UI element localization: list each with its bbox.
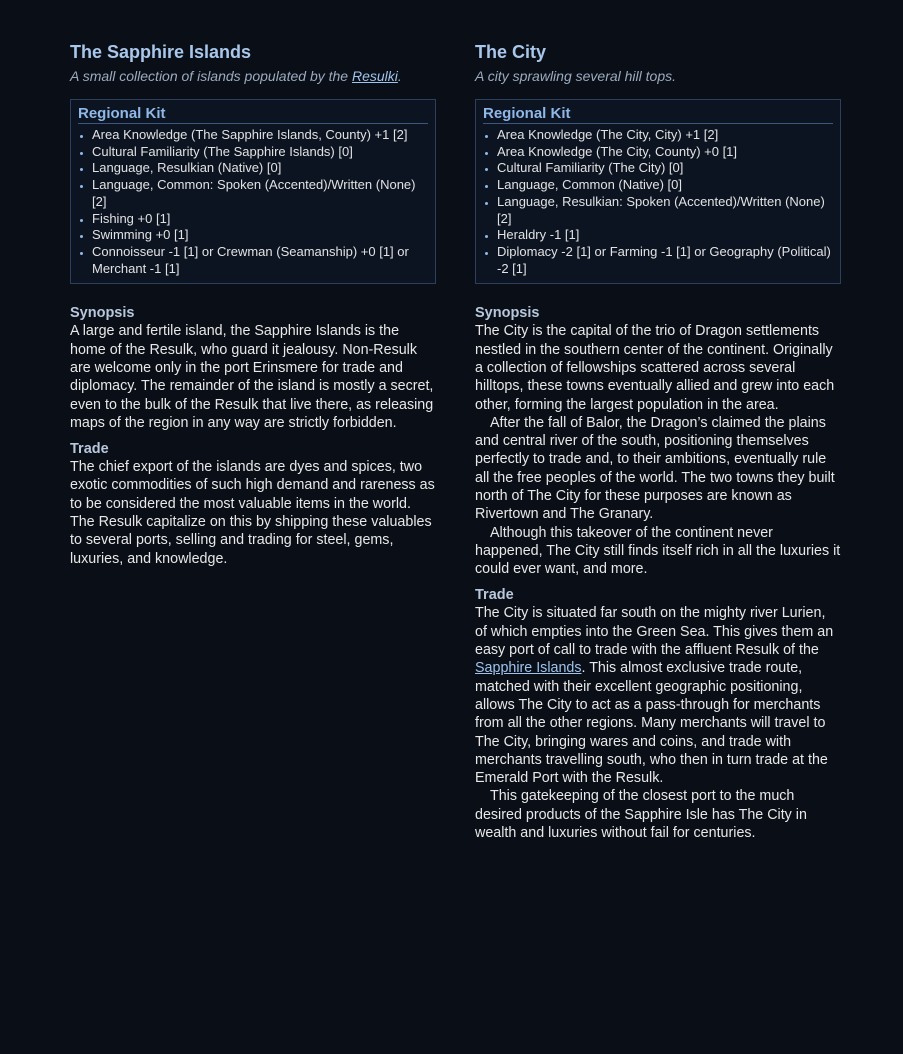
kit-item: • Heraldry -1 [1] (497, 227, 833, 244)
regional-kit-box (70, 99, 436, 284)
resulki-link[interactable]: Resulki (351, 68, 398, 84)
kit-item: • Fishing +0 [1] (92, 211, 428, 228)
trade-text: The City is situated far south on the mighty river Lurien, of which empties into the Green Sea. This gives them an easy port of call to trade with the affluent Resulk of the (475, 605, 834, 659)
trade-paragraph: The chief export of the islands are dyes and spices, two exotic commodities of such high demand and rareness as to be considered the most valuable items in the world. The Resulk capitalize on this by shipping these valuables to several ports, selling and trading for steel, gems, luxuries, and knowledge. (70, 459, 435, 567)
kit-item: • Connoisseur -1 [1] or Crewman (Seamanship) +0 [1] or Merchant -1 [1] (92, 244, 428, 277)
kit-item: • Diplomacy -2 [1] or Farming -1 [1] or Geography (Political) -2 [1] (497, 244, 833, 277)
region-title: The City (475, 42, 547, 62)
kit-item: • Swimming +0 [1] (92, 227, 428, 244)
kit-item: • Language, Resulkian (Native) [0] (92, 160, 428, 177)
sapphire-islands-link[interactable]: Sapphire Islands (475, 660, 582, 677)
synopsis-heading: Synopsis (70, 305, 135, 322)
regional-kit-title: Regional Kit (483, 105, 833, 124)
region-subtitle: A city sprawling several hill tops. (475, 68, 677, 84)
region-title: The Sapphire Islands (70, 42, 252, 62)
region-the-city (475, 40, 841, 842)
regional-kit-title: Regional Kit (78, 105, 428, 124)
subtitle-end: . (397, 68, 402, 84)
trade-paragraph: This gatekeeping of the closest port to the much desired products of the Sapphire Isle has The City in wealth and luxuries without fail for centuries. (475, 788, 807, 842)
trade-heading: Trade (475, 587, 514, 604)
trade-heading: Trade (70, 441, 109, 458)
kit-item: • Cultural Familiarity (The Sapphire Islands) [0] (92, 144, 428, 161)
synopsis-paragraph: A large and fertile island, the Sapphire Islands is the home of the Resulk, who guard it jealousy. Non-Resulk are welcome only in the port Erinsmere for trade and diplomacy. The remainder of the island is mostly a secret, even to the bulk of the Resulk that live there, as releasing maps of the region in any way are strictly forbidden. (70, 323, 434, 431)
synopsis-paragraph: The City is the capital of the trio of Dragon settlements nestled in the southern center of the continent. Originally a collection of fellowships scattered across several hilltops, these towns eventually allied and grew into each other, forming the largest population in the area. (475, 323, 835, 413)
subtitle-text: A small collection of islands populated by the (70, 68, 352, 84)
kit-item: • Area Knowledge (The City, City) +1 [2] (497, 127, 833, 144)
regional-kit-list (78, 127, 428, 277)
trade-paragraph (475, 604, 841, 787)
kit-item: • Area Knowledge (The City, County) +0 [1] (497, 144, 833, 161)
region-sapphire-islands (70, 40, 436, 568)
synopsis-paragraph: After the fall of Balor, the Dragon’s claimed the plains and central river of the south, positioning themselves perfectly to trade and, to their ambitions, eventually rule all the free peoples of the world. The two towns they built north of The City for these purposes are known as Rivertown and The Granary. (475, 414, 835, 523)
trade-text: . This almost exclusive trade route, matched with their excellent geographic positioning, allows The City to act as a pass-through for merchants from all the other regions. Many merchants will travel to The City, bringing wares and coins, and trade with merchants travelling south, who then in turn trade at the Emerald Port with the Resulk. (475, 660, 828, 787)
kit-item: • Language, Resulkian: Spoken (Accented)/Written (None) [2] (497, 194, 833, 227)
synopsis-heading: Synopsis (475, 305, 540, 322)
regional-kit-list (483, 127, 833, 277)
kit-item: • Language, Common (Native) [0] (497, 177, 833, 194)
kit-item: • Cultural Familiarity (The City) [0] (497, 160, 833, 177)
regional-kit-box (475, 99, 841, 284)
synopsis-paragraph: Although this takeover of the continent never happened, The City still finds itself rich in all the luxuries it could ever want, and more. (475, 524, 841, 578)
kit-item: • Area Knowledge (The Sapphire Islands, County) +1 [2] (92, 127, 428, 144)
kit-item: • Language, Common: Spoken (Accented)/Written (None) [2] (92, 177, 428, 210)
region-subtitle (70, 66, 436, 86)
